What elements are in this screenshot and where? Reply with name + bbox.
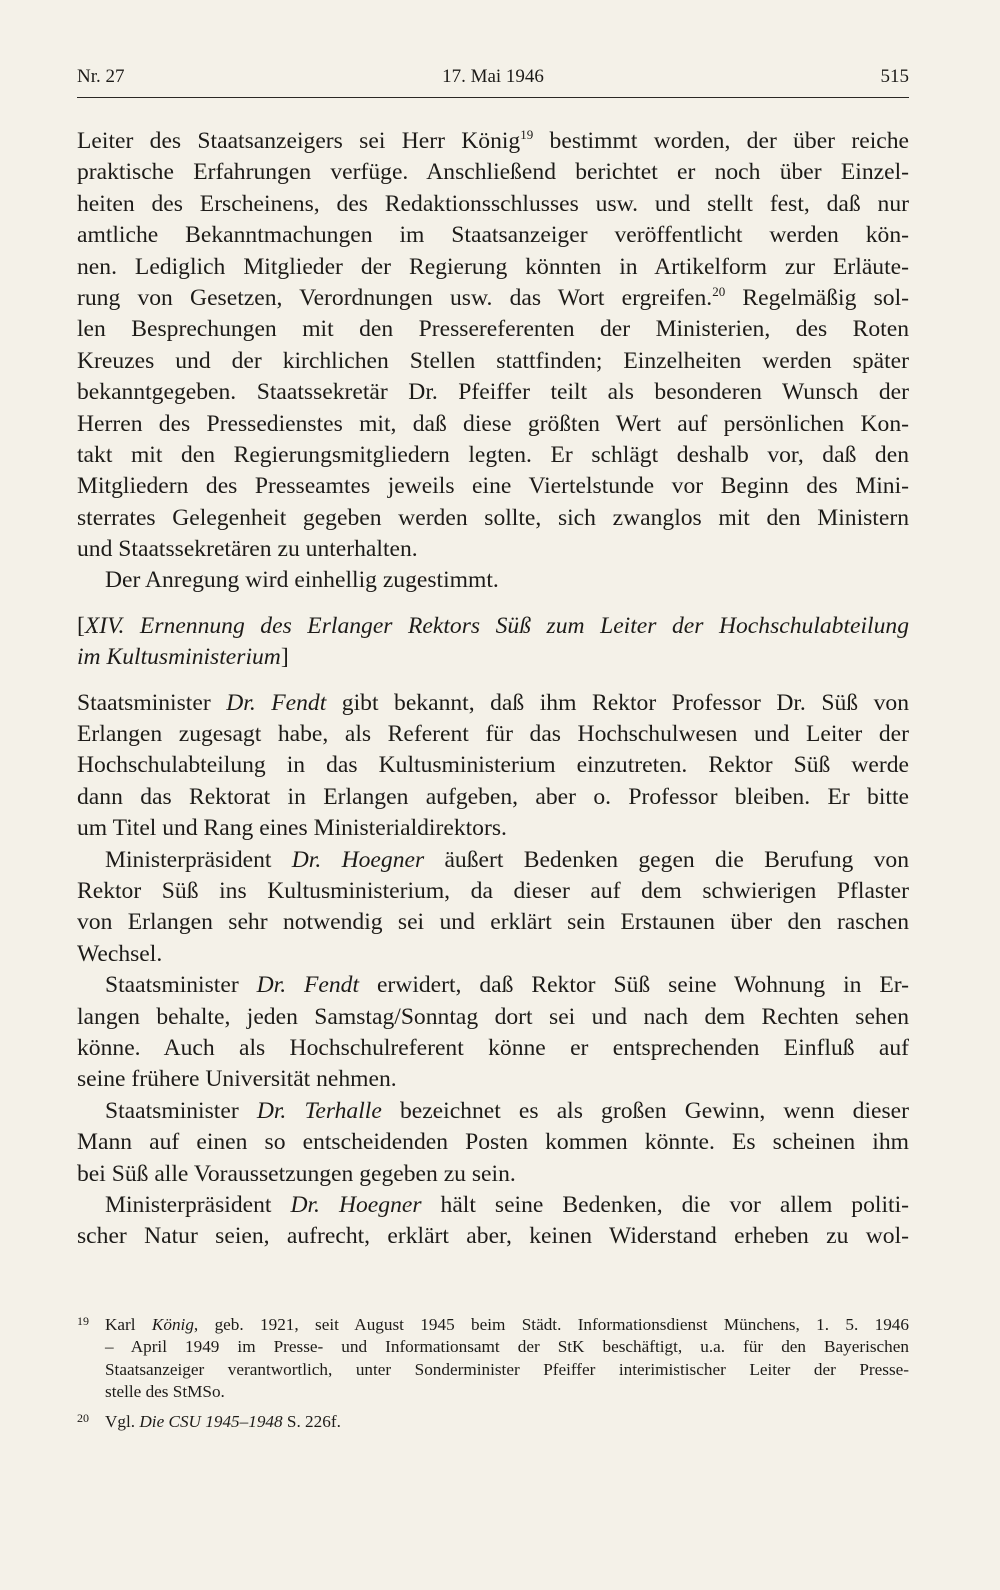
text-line: Wechsel. [77,940,163,967]
paragraph-fendt-2 [77,970,909,1096]
text-line: rung von Gesetzen, Verordnungen usw. das Wort ergreifen.$^{20}$ Regelmäßig sol- [77,283,909,311]
header-rule [77,97,909,98]
text-line: und Staatssekretären zu unterhalten. [77,536,418,563]
running-header [77,66,909,100]
text-line: scher Natur seien, aufrecht, erklärt aber, keinen Widerstand erheben zu wol- [77,1223,909,1250]
text-line: dann das Rektorat in Erlangen aufgeben, aber o. Professor bleiben. Er bitte [77,783,909,810]
speaker-name: Dr. Hoegner [291,846,425,873]
heading-line: [XIV. Ernennung des Erlanger Rektors Süß zum Leiter der Hochschulabteilung [77,612,909,639]
text-line: Ministerpräsident Dr. Hoegner äußert Bedenken gegen die Berufung von [105,846,909,873]
footnote-number: 20 [77,1411,89,1426]
text-line: Kreuzes und der kirchlichen Stellen stattfinden; Einzelheiten werden später [77,347,909,374]
resolution-line: Der Anregung wird einhellig zugestimmt. [105,567,499,594]
text-line: könne. Auch als Hochschulreferent könne er entsprechenden Einfluß auf [77,1034,909,1061]
footnote-number: 19 [77,1314,89,1328]
text-line: Staatsminister Dr. Fendt erwidert, daß Rektor Süß seine Wohnung in Er- [105,972,909,999]
page-number: 515 [880,66,909,87]
text-line: sterrates Gelegenheit gegeben werden sollte, sich zwanglos mit den Ministern [77,504,909,531]
text-line: Staatsminister Dr. Terhalle bezeichnet es als großen Gewinn, wenn dieser [105,1097,909,1124]
footnote-20 [77,1411,909,1433]
footnote-ref-20[interactable]: 20 [712,283,726,299]
footnote-19 [77,1314,909,1403]
footnote-line: Staatsanzeiger verantwortlich, unter Sonderminister Pfeiffer interimistischer Leiter der Presse- [105,1359,909,1379]
footnote-line: Vgl. Die CSU 1945–1948 S. 226f. [105,1412,341,1432]
text-line: bei Süß alle Voraussetzungen gegeben zu sein. [77,1160,516,1187]
text-line: Hochschulabteilung in das Kultusministerium einzutreten. Rektor Süß werde [77,752,909,779]
main-text [77,126,909,1253]
speaker-name: Dr. Terhalle [256,1097,382,1124]
header-date: 17. Mai 1946 [442,66,544,87]
speaker-name: Dr. Fendt [226,689,327,716]
issue-number: Nr. 27 [77,66,125,87]
text-line: Ministerpräsident Dr. Hoegner hält seine Bedenken, die vor allem politi- [105,1191,909,1218]
text-line: bekanntgegeben. Staatssekretär Dr. Pfeiffer teilt als besonderen Wunsch der [77,379,909,406]
text-line: Herren des Pressedienstes mit, daß diese größten Wert auf persönlichen Kon- [77,410,909,437]
text-line: Rektor Süß ins Kultusministerium, da dieser auf dem schwierigen Pflaster [77,877,909,904]
text-line: len Besprechungen mit den Pressereferenten der Ministerien, des Roten [77,316,909,343]
cited-title: Die CSU 1945–1948 [139,1412,283,1432]
text-line: nen. Lediglich Mitglieder der Regierung könnten in Artikelform zur Erläute- [77,253,909,280]
agenda-heading [77,611,909,674]
text-line: praktische Erfahrungen verfüge. Anschließend berichtet er noch über Einzel- [77,159,909,186]
paragraph-terhalle [77,1096,909,1190]
speaker-name: Dr. Hoegner [290,1191,422,1218]
footnote-ref-19[interactable]: 19 [520,127,534,142]
footnotes [77,1314,909,1433]
text-line: von Erlangen sehr notwendig sei und erklärt sein Erstaunen über den raschen [77,909,909,936]
speaker-name: Dr. Fendt [256,972,360,999]
paragraph-hoegner-2 [77,1190,909,1253]
text-line: um Titel und Rang eines Ministerialdirektors. [77,815,507,842]
paragraph-hoegner-1 [77,845,909,971]
paragraph-fendt-1 [77,688,909,845]
text-line: takt mit den Regierungsmitgliedern legten. Er schlägt deshalb vor, daß den [77,441,909,468]
text-line: Erlangen zugesagt habe, als Referent für das Hochschulwesen und Leiter der [77,721,909,748]
text-line: Mitgliedern des Presseamtes jeweils eine Viertelstunde vor Beginn des Mini- [77,473,909,500]
text-line: Leiter des Staatsanzeigers sei Herr König$^{19}$ bestimmt worden, der über reiche [77,127,909,154]
text-line: heiten des Erscheinens, des Redaktionsschlusses usw. und stellt fest, daß nur [77,190,909,217]
paragraph-staatsanzeiger [77,126,909,565]
footnote-line: Karl König, geb. 1921, seit August 1945 beim Städt. Informationsdienst Münchens, 1. 5. 1946 [105,1315,909,1334]
text-line: langen behalte, jeden Samstag/Sonntag dort sei und nach dem Rechten sehen [77,1003,909,1030]
text-line: Mann auf einen so entscheidenden Posten kommen könnte. Es scheinen ihm [77,1129,909,1156]
text-line: Staatsminister Dr. Fendt gibt bekannt, daß ihm Rektor Professor Dr. Süß von [77,689,909,716]
text-line: seine frühere Universität nehmen. [77,1066,397,1093]
footnote-line: – April 1949 im Presse- und Informationsamt der StK beschäftigt, u.a. für den Bayerischen [105,1337,909,1357]
heading-line: im Kultusministerium] [77,644,289,671]
footnote-line: stelle des StMSo. [105,1381,225,1401]
text-line: amtliche Bekanntmachungen im Staatsanzeiger veröffentlicht werden kön- [77,222,909,249]
